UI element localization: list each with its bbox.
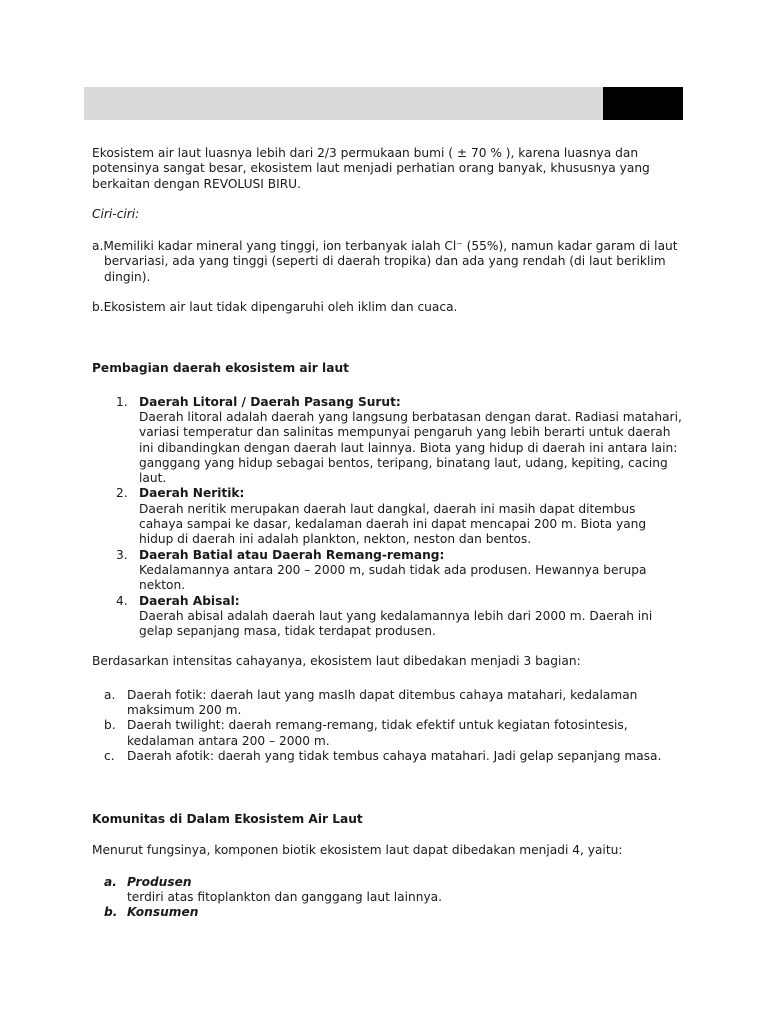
list-number: 1.	[116, 394, 128, 409]
list-item	[92, 905, 682, 920]
function-intro: Menurut fungsinya, komponen biotik ekosistem laut dapat dibedakan menjadi 4, yaitu:	[92, 842, 623, 857]
list-item	[92, 875, 682, 906]
zone-description: Daerah litoral adalah daerah yang langsung berbatasan dengan darat. Radiasi matahari, variasi temperatur dan salinitas mempunyai pengaruh yang lebih berarti untuk daerah ini dibandingkan dengan daerah laut lainnya. Biota yang hidup di daerah ini antara lain: ganggang yang hidup sebagai bentos, teripang, binatang laut, udang, kepiting, cacing laut.	[139, 409, 682, 486]
zone-description: Daerah neritik merupakan daerah laut dangkal, daerah ini masih dapat ditembus cahaya sampai ke dasar, kedalaman daerah ini dapat mencapai 200 m. Biota yang hidup di daerah ini adalah plankton, nekton, neston dan bentos.	[139, 501, 647, 547]
list-number: 4.	[116, 593, 128, 608]
biotic-roles-list	[92, 875, 682, 921]
intro-paragraph: Ekosistem air laut luasnya lebih dari 2/3 permukaan bumi ( ± 70 % ), karena luasnya dan potensinya sangat besar, ekosistem laut menjadi perhatian orang banyak, khususnya yang berkaitan dengan REVOLUSI BIRU.	[92, 146, 650, 191]
list-letter: a.	[104, 874, 117, 889]
header-bar	[84, 87, 603, 120]
zones-list	[92, 395, 682, 640]
list-letter: c.	[104, 748, 115, 763]
list-item	[92, 395, 682, 487]
list-item	[92, 749, 682, 764]
role-description: terdiri atas fitoplankton dan ganggang laut lainnya.	[127, 890, 443, 905]
document-body	[92, 146, 682, 921]
zone-description: Kedalamannya antara 200 – 2000 m, sudah tidak ada produsen. Hewannya berupa nekton.	[139, 562, 647, 593]
layer-text: Daerah afotik: daerah yang tidak tembus cahaya matahari. Jadi gelap sepanjang masa.	[127, 748, 662, 763]
layer-text: Daerah fotik: daerah laut yang masIh dapat ditembus cahaya matahari, kedalaman maksimum 200 m.	[127, 687, 638, 718]
zone-description: Daerah abisal adalah daerah laut yang kedalamannya lebih dari 2000 m. Daerah ini gelap sepanjang masa, tidak terdapat produsen.	[139, 608, 653, 639]
section-heading-zones: Pembagian daerah ekosistem air laut	[92, 361, 349, 376]
ciri-item-a: a.Memiliki kadar mineral yang tinggi, ion terbanyak ialah Cl⁻ (55%), namun kadar garam di laut bervariasi, ada yang tinggi (seperti di daerah tropika) dan ada yang rendah (di laut beriklim dingin).	[92, 239, 678, 284]
list-number: 2.	[116, 486, 128, 501]
list-item	[92, 718, 682, 749]
zone-title: Daerah Abisal:	[139, 593, 240, 608]
list-letter: b.	[104, 718, 116, 733]
list-item	[92, 688, 682, 719]
layer-text: Daerah twilight: daerah remang-remang, tidak efektif untuk kegiatan fotosintesis, kedalaman antara 200 – 2000 m.	[127, 718, 628, 748]
zone-title: Daerah Litoral / Daerah Pasang Surut:	[139, 394, 401, 409]
role-title: Produsen	[127, 874, 192, 889]
list-number: 3.	[116, 547, 128, 562]
header-block	[603, 87, 683, 120]
light-layers-list	[92, 688, 682, 764]
zone-title: Daerah Batial atau Daerah Remang-remang:	[139, 547, 445, 562]
role-title: Konsumen	[127, 905, 199, 920]
list-item	[92, 594, 682, 640]
section-heading-community: Komunitas di Dalam Ekosistem Air Laut	[92, 812, 363, 827]
intensity-intro: Berdasarkan intensitas cahayanya, ekosistem laut dibedakan menjadi 3 bagian:	[92, 654, 581, 669]
ciri-label: Ciri-ciri:	[92, 206, 140, 221]
zone-title: Daerah Neritik:	[139, 486, 245, 501]
list-letter: a.	[104, 687, 116, 702]
ciri-item-b: b.Ekosistem air laut tidak dipengaruhi oleh iklim dan cuaca.	[92, 300, 458, 315]
list-item	[92, 548, 682, 594]
list-item	[92, 486, 682, 547]
list-letter: b.	[104, 905, 118, 920]
